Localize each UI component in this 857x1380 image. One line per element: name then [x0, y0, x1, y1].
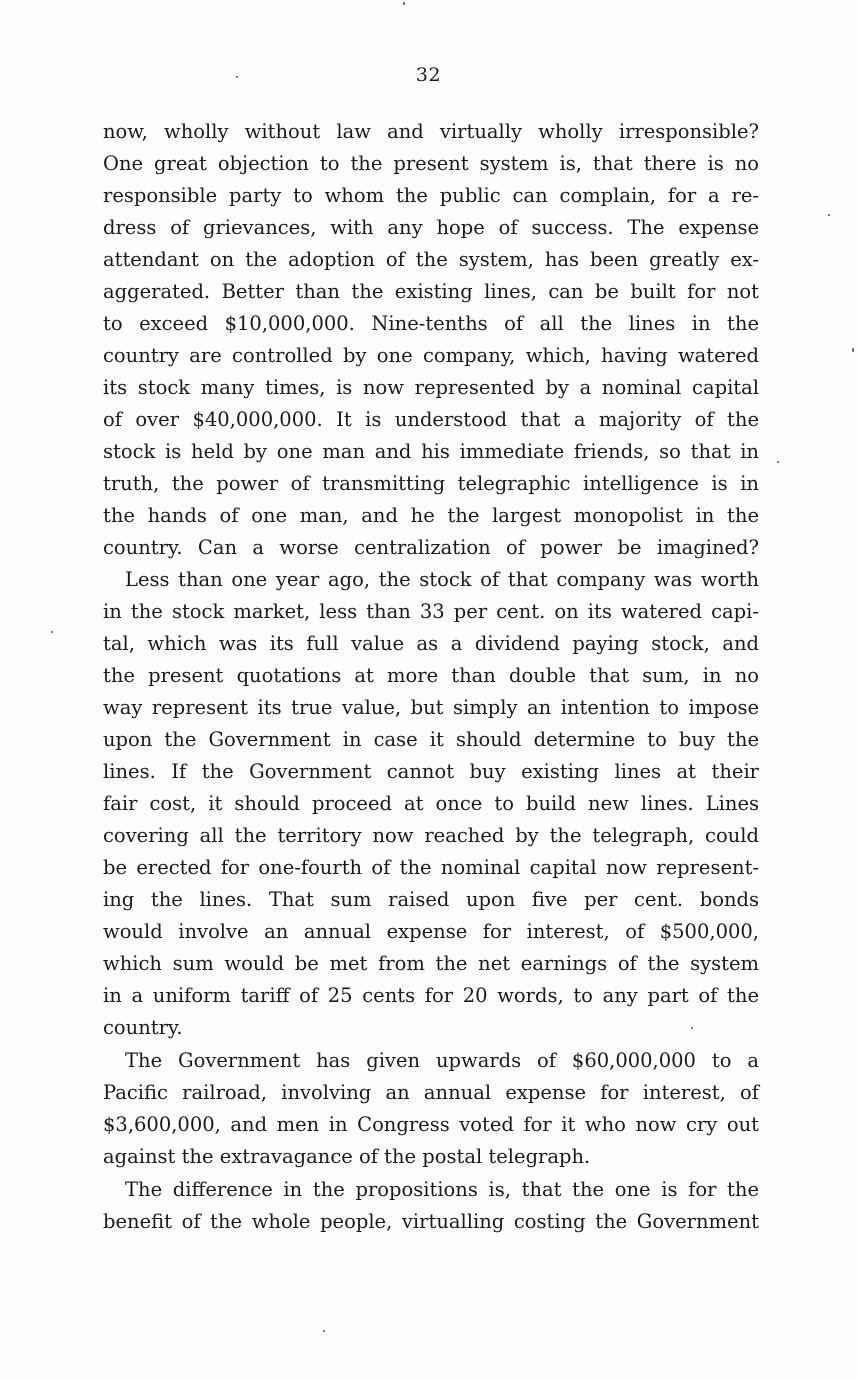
- text-line: against the extravagance of the postal telegraph.: [103, 1145, 591, 1168]
- text-line: which sum would be met from the net earnings of the system: [103, 952, 759, 975]
- scan-speck: [691, 1027, 693, 1029]
- scan-speck: [403, 2, 405, 5]
- text-line: covering all the territory now reached by the telegraph, could: [103, 824, 759, 847]
- text-line: way represent its true value, but simply an intention to impose: [103, 696, 759, 719]
- text-line: the present quotations at more than double that sum, in no: [103, 664, 759, 687]
- text-line: be erected for one-fourth of the nominal capital now represent-: [103, 856, 759, 879]
- text-line: The difference in the propositions is, that the one is for the: [125, 1178, 759, 1201]
- text-line: of over $40,000,000. It is understood that a majority of the: [103, 408, 759, 431]
- text-line: stock is held by one man and his immediate friends, so that in: [103, 440, 759, 463]
- text-line: country.: [103, 1016, 183, 1039]
- text-line: Pacific railroad, involving an annual expense for interest, of: [103, 1081, 759, 1104]
- text-line: tal, which was its full value as a dividend paying stock, and: [103, 632, 759, 655]
- text-line: lines. If the Government cannot buy existing lines at their: [103, 760, 759, 783]
- scan-speck: [828, 214, 830, 216]
- text-line: attendant on the adoption of the system, has been greatly ex-: [103, 248, 759, 271]
- text-line: now, wholly without law and virtually wholly irresponsible?: [103, 120, 759, 143]
- scan-speck: [852, 348, 854, 352]
- text-line: aggerated. Better than the existing lines, can be built for not: [103, 280, 759, 303]
- text-line: truth, the power of transmitting telegraphic intelligence is in: [103, 472, 759, 495]
- text-line: One great objection to the present system is, that there is no: [103, 152, 759, 175]
- scan-speck: [236, 76, 238, 78]
- text-line: Less than one year ago, the stock of that company was worth: [125, 568, 759, 591]
- text-line: $3,600,000, and men in Congress voted for it who now cry out: [103, 1113, 759, 1136]
- text-line: dress of grievances, with any hope of success. The expense: [103, 216, 759, 239]
- text-line: ing the lines. That sum raised upon five per cent. bonds: [103, 888, 759, 911]
- scan-speck: [51, 631, 53, 633]
- text-line: benefit of the whole people, virtualling costing the Government: [103, 1210, 759, 1233]
- text-line: country are controlled by one company, which, having watered: [103, 344, 759, 367]
- page-number: 32: [415, 64, 442, 86]
- scan-speck: [777, 461, 779, 463]
- text-line: the hands of one man, and he the largest monopolist in the: [103, 504, 759, 527]
- text-line: fair cost, it should proceed at once to build new lines. Lines: [103, 792, 759, 815]
- text-line: responsible party to whom the public can complain, for a re-: [103, 184, 759, 207]
- text-line: would involve an annual expense for interest, of $500,000,: [103, 920, 759, 943]
- scan-speck: [323, 1330, 325, 1332]
- text-line: country. Can a worse centralization of power be imagined?: [103, 536, 759, 559]
- text-line: its stock many times, is now represented by a nominal capital: [103, 376, 759, 399]
- text-line: in a uniform tariff of 25 cents for 20 words, to any part of the: [103, 984, 759, 1007]
- text-line: in the stock market, less than 33 per cent. on its watered capi-: [103, 600, 759, 623]
- text-line: upon the Government in case it should determine to buy the: [103, 728, 759, 751]
- text-line: The Government has given upwards of $60,000,000 to a: [125, 1049, 759, 1072]
- text-line: to exceed $10,000,000. Nine-tenths of all the lines in the: [103, 312, 759, 335]
